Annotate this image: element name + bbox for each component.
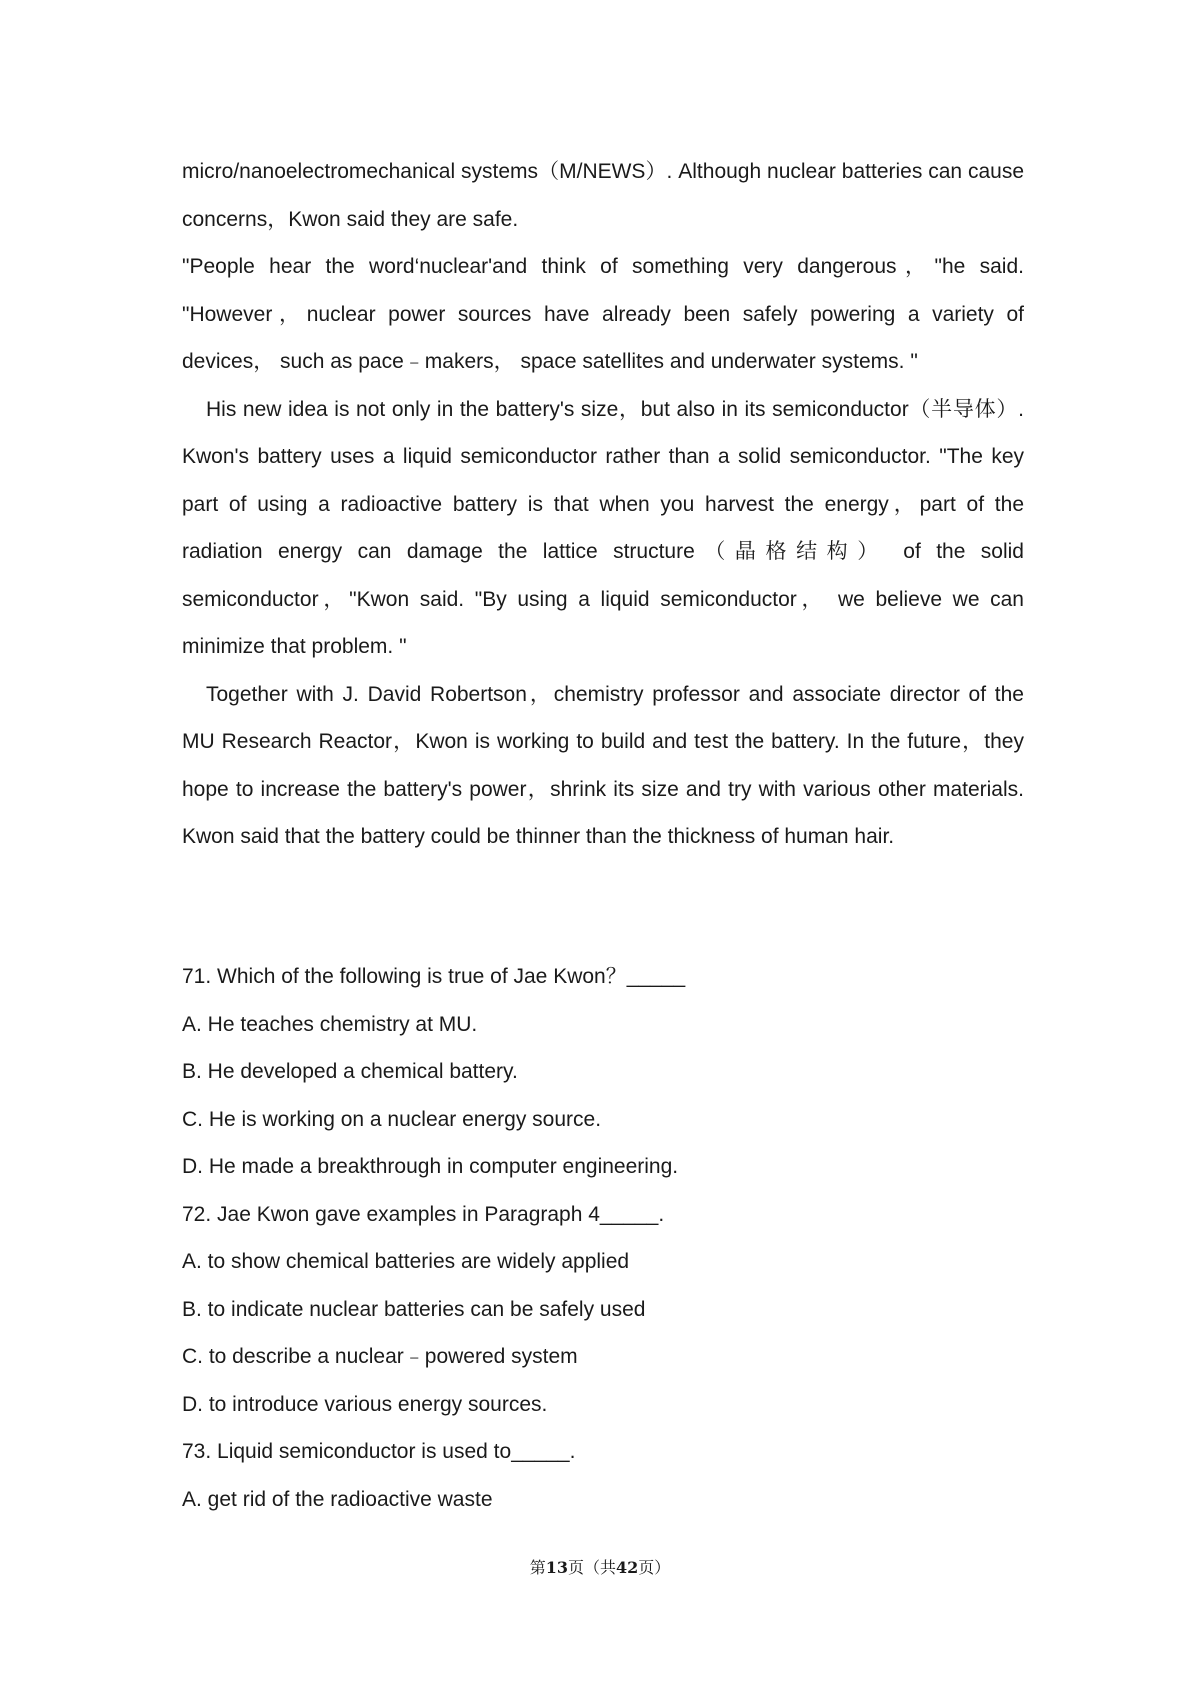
question-71-option-a: A. He teaches chemistry at MU.	[182, 1012, 478, 1036]
question-71-stem: 71. Which of the following is true of Jae Kwon？_____	[182, 965, 686, 988]
paragraph-2: "People hear the word‘nuclear'and think of something very dangerous，"he said. "However，nuclear power sources have already been safely powering a variety of devices， such as pace﹣makers， space satellites and underwater systems. "	[182, 255, 1024, 373]
footer-total-pages: 42	[616, 1558, 639, 1577]
question-71-option-b: B. He developed a chemical battery.	[182, 1060, 518, 1083]
question-72-option-d: D. to introduce various energy sources.	[182, 1392, 548, 1416]
footer-middle: 页（共	[567, 1558, 616, 1577]
footer-suffix: 页）	[638, 1558, 671, 1577]
question-73-stem: 73. Liquid semiconductor is used to_____.	[182, 1440, 576, 1463]
question-72-stem: 72. Jae Kwon gave examples in Paragraph 4_____.	[182, 1202, 665, 1226]
page-footer	[0, 1556, 1200, 1580]
footer-prefix: 第	[529, 1558, 546, 1577]
question-72-option-c: C. to describe a nuclear﹣powered system	[182, 1345, 578, 1368]
paragraph-1: micro/nanoelectromechanical systems（M/NEWS）. Although nuclear batteries can cause concerns，Kwon said they are safe.	[182, 160, 1024, 231]
question-71-option-c: C. He is working on a nuclear energy source.	[182, 1107, 602, 1131]
passage-text	[182, 148, 1024, 861]
paragraph-3: His new idea is not only in the battery's size，but also in its semiconductor（半导体）. Kwon's battery uses a liquid semiconductor rather than a solid semiconductor. "The key part of using a radioactive battery is that when you harvest the energy，part of the radiation energy can damage the lattice structure（晶格结构） of the solid semiconductor，"Kwon said. "By using a liquid semiconductor， we believe we can minimize that problem. "	[182, 397, 1024, 658]
question-71-option-d: D. He made a breakthrough in computer engineering.	[182, 1155, 679, 1178]
question-72-option-b: B. to indicate nuclear batteries can be safely used	[182, 1297, 646, 1321]
question-73-option-a: A. get rid of the radioactive waste	[182, 1487, 493, 1511]
question-list	[182, 953, 1024, 1523]
question-72-option-a: A. to show chemical batteries are widely applied	[182, 1250, 630, 1273]
footer-page-number: 13	[545, 1558, 568, 1577]
paragraph-4: Together with J. David Robertson，chemistry professor and associate director of the MU Research Reactor，Kwon is working to build and test the battery. In the future，they hope to increase the battery's power，shrink its size and try with various other materials. Kwon said that the battery could be thinner than the thickness of human hair.	[182, 682, 1024, 848]
